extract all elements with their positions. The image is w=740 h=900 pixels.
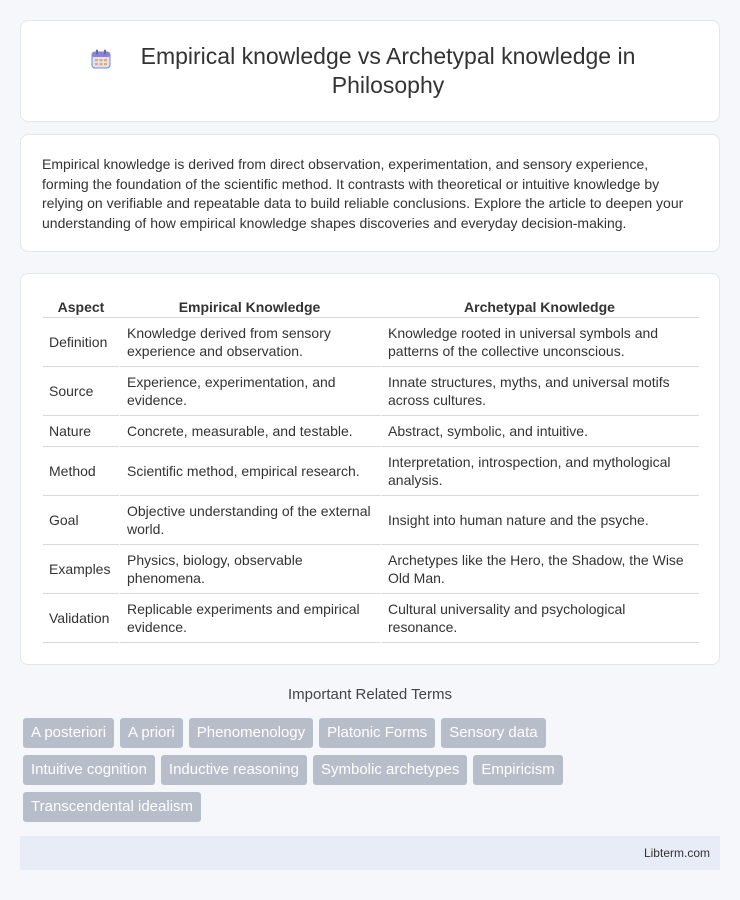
table-row [43, 416, 699, 447]
term-tag[interactable]: Inductive reasoning [161, 755, 307, 785]
footer [20, 836, 720, 870]
term-tag[interactable]: Sensory data [441, 718, 545, 748]
header-archetypal: Archetypal Knowledge [380, 296, 699, 318]
empirical-cell: Concrete, measurable, and testable. [119, 416, 380, 447]
archetypal-cell: Abstract, symbolic, and intuitive. [380, 416, 699, 447]
intro-text: Empirical knowledge is derived from direct observation, experimentation, and sensory experience, forming the foundation of the scientific method. It contrasts with theoretical or intuitive knowledge by relying on verifiable and repeatable data to build reliable conclusions. Explore the article to deepen your understanding of how empirical knowledge shapes discoveries and everyday decision-making. [42, 156, 684, 231]
archetypal-cell: Cultural universality and psychological resonance. [380, 594, 699, 643]
table-row [43, 594, 699, 643]
table-row [43, 318, 699, 367]
archetypal-cell: Archetypes like the Hero, the Shadow, the Wise Old Man. [380, 545, 699, 594]
page-title: Empirical knowledge vs Archetypal knowledge in Philosophy [140, 43, 636, 98]
related-terms-tags [23, 718, 723, 829]
aspect-cell: Goal [43, 496, 119, 545]
aspect-cell: Source [43, 367, 119, 416]
term-tag[interactable]: Transcendental idealism [23, 792, 201, 822]
empirical-cell: Objective understanding of the external world. [119, 496, 380, 545]
aspect-cell: Method [43, 447, 119, 496]
archetypal-cell: Interpretation, introspection, and mythological analysis. [380, 447, 699, 496]
header-empirical: Empirical Knowledge [119, 296, 380, 318]
empirical-cell: Replicable experiments and empirical evidence. [119, 594, 380, 643]
archetypal-cell: Insight into human nature and the psyche. [380, 496, 699, 545]
aspect-cell: Validation [43, 594, 119, 643]
tag-row [23, 792, 723, 822]
term-tag[interactable]: Intuitive cognition [23, 755, 155, 785]
term-tag[interactable]: Empiricism [473, 755, 562, 785]
table-row [43, 367, 699, 416]
term-tag[interactable]: A posteriori [23, 718, 114, 748]
header-aspect: Aspect [43, 296, 119, 318]
table-row [43, 447, 699, 496]
empirical-cell: Scientific method, empirical research. [119, 447, 380, 496]
archetypal-cell: Knowledge rooted in universal symbols and patterns of the collective unconscious. [380, 318, 699, 367]
comparison-card [20, 273, 720, 665]
table-row [43, 496, 699, 545]
tag-row [23, 718, 723, 748]
table-row [43, 545, 699, 594]
term-tag[interactable]: Symbolic archetypes [313, 755, 467, 785]
header-card [20, 20, 720, 122]
table-header-row [43, 296, 699, 318]
aspect-cell: Nature [43, 416, 119, 447]
term-tag[interactable]: A priori [120, 718, 183, 748]
term-tag[interactable]: Phenomenology [189, 718, 313, 748]
empirical-cell: Physics, biology, observable phenomena. [119, 545, 380, 594]
aspect-cell: Examples [43, 545, 119, 594]
empirical-cell: Experience, experimentation, and evidence. [119, 367, 380, 416]
term-tag[interactable]: Platonic Forms [319, 718, 435, 748]
empirical-cell: Knowledge derived from sensory experience and observation. [119, 318, 380, 367]
tag-row [23, 755, 723, 785]
related-terms-title: Important Related Terms [288, 686, 452, 703]
intro-card [20, 134, 720, 252]
calendar-icon [90, 48, 112, 70]
aspect-cell: Definition [43, 318, 119, 367]
archetypal-cell: Innate structures, myths, and universal motifs across cultures. [380, 367, 699, 416]
footer-site[interactable]: Libterm.com [643, 846, 710, 860]
comparison-table [43, 296, 699, 643]
title-wrap [90, 42, 650, 100]
